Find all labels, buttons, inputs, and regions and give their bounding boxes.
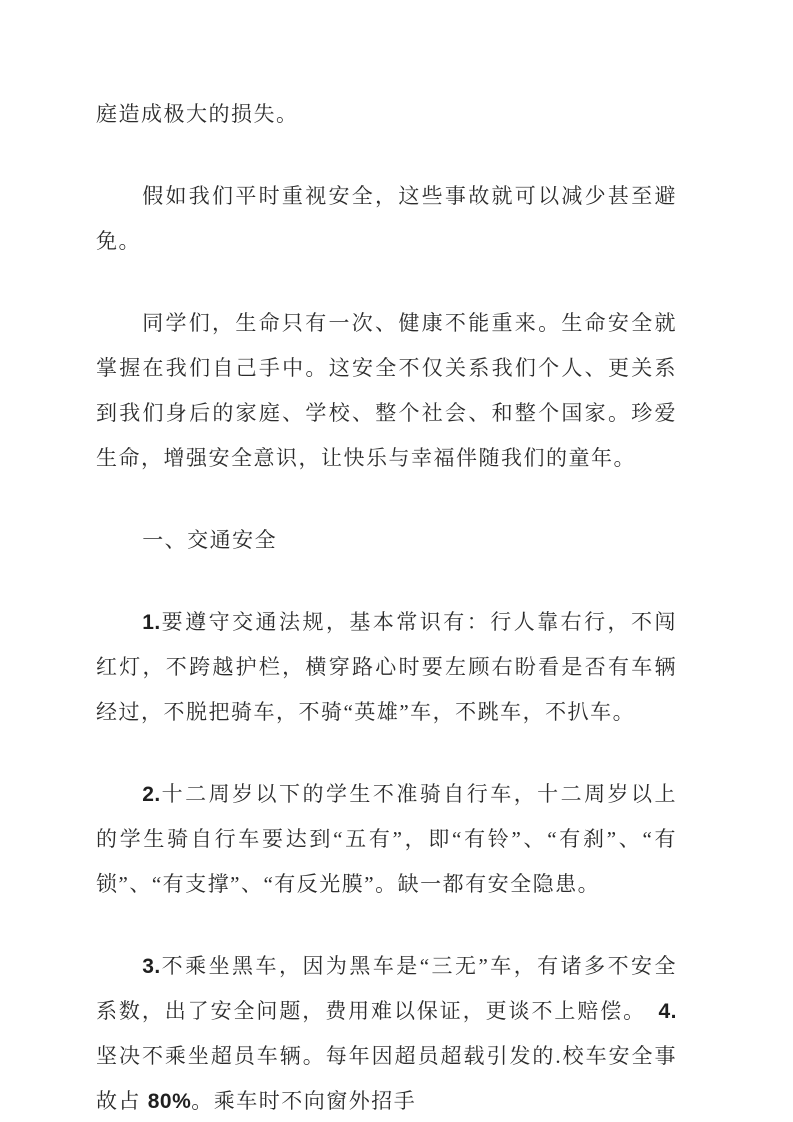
paragraph-text: 同学们，生命只有一次、健康不能重来。生命安全就掌握在我们自己手中。这安全不仅关系我们个人、更关系到我们身后的家庭、学校、整个社会、和整个国家。珍爱生命，增强安全意识，让快乐与幸福伴随我们的童年。 — [96, 311, 677, 470]
paragraph-text: 要遵守交通法规，基本常识有：行人靠右行，不闯红灯，不跨越护栏，横穿路心时要左顾右盼看是否有车辆经过，不脱把骑车，不骑“英雄”车，不跳车，不扒车。 — [96, 610, 677, 724]
item-number-4: 4. — [658, 1000, 677, 1023]
paragraph-text: 假如我们平时重视安全，这些事故就可以减少甚至避免。 — [96, 184, 677, 253]
traffic-rule-item-1 — [96, 600, 677, 735]
traffic-rule-item-3-4 — [96, 944, 677, 1122]
section-heading-traffic-safety — [96, 518, 677, 563]
paragraph-cherish-life — [96, 301, 677, 481]
paragraph-prevention — [96, 174, 677, 264]
section-heading-text: 一、交通安全 — [142, 528, 278, 552]
paragraph-text: 不乘坐黑车，因为黑车是“三无”车，有诸多不安全系数，出了安全问题，费用难以保证，更谈不上赔偿。 — [96, 954, 677, 1023]
item-number-2: 2. — [142, 783, 161, 806]
stat-80-percent: 80% — [147, 1090, 192, 1113]
item-number-3: 3. — [142, 955, 161, 978]
paragraph-text: 。乘车时不向窗外招手 — [191, 1089, 417, 1113]
paragraph-text: 庭造成极大的损失。 — [96, 102, 299, 126]
traffic-rule-item-2 — [96, 772, 677, 907]
paragraph-text: 十二周岁以下的学生不准骑自行车，十二周岁以上的学生骑自行车要达到“五有”，即“有铃”、“有刹”、“有锁”、“有支撑”、“有反光膜”。缺一都有安全隐患。 — [96, 782, 677, 896]
item-number-1: 1. — [142, 611, 161, 634]
paragraph-continuation — [96, 92, 677, 137]
paragraph-text: 坚决不乘坐超员车辆。每年因超员超载引发的.校车安全事故占 — [96, 1044, 677, 1113]
